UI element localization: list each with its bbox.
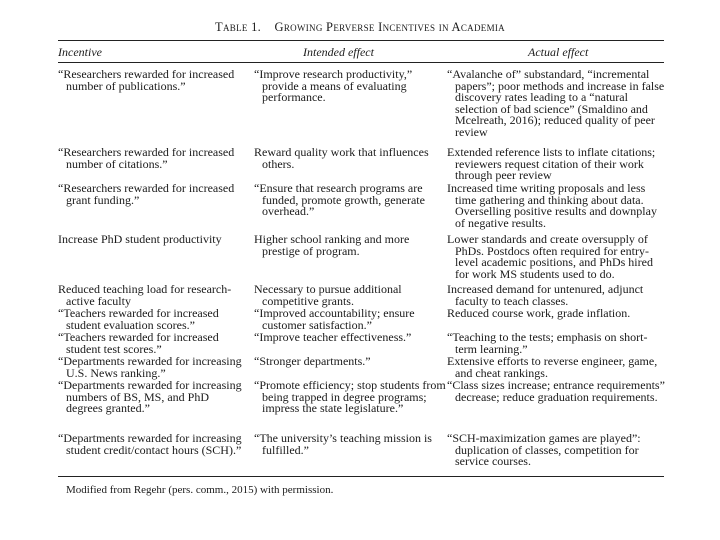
intended-effect-cell: Higher school ranking and more prestige of program. — [254, 232, 410, 258]
actual-effect-cell: Extensive efforts to reverse engineer, game, and cheat rankings. — [447, 354, 658, 380]
header-intended-effect: Intended effect — [303, 45, 374, 59]
incentive-cell: Increase PhD student productivity — [58, 232, 222, 246]
incentive-cell: “Teachers rewarded for increased student test scores.” — [58, 330, 219, 356]
table-label: Table 1. — [215, 20, 262, 34]
table-caption — [0, 20, 720, 35]
table-header — [0, 45, 720, 61]
intended-effect-cell: “Improve research productivity,” provide a means of evaluating performance. — [254, 67, 413, 105]
table-footnote: Modified from Regehr (pers. comm., 2015) with permission. — [66, 484, 334, 496]
header-rule — [58, 62, 664, 63]
table-title: Growing Perverse Incentives in Academia — [274, 20, 505, 34]
intended-effect-cell: Necessary to pursue additional competitive grants. — [254, 282, 402, 308]
incentive-cell: “Researchers rewarded for increased grant funding.” — [58, 181, 235, 207]
incentive-cell: “Departments rewarded for increasing student credit/contact hours (SCH).” — [58, 431, 242, 457]
incentive-cell: Reduced teaching load for research-active faculty — [58, 282, 232, 308]
actual-effect-cell: “Teaching to the tests; emphasis on short-term learning.” — [447, 330, 648, 356]
intended-effect-cell: “Promote efficiency; stop students from being trapped in degree programs; impress the state legislature.” — [254, 378, 446, 416]
intended-effect-cell: “Improved accountability; ensure customer satisfaction.” — [254, 306, 415, 332]
intended-effect-cell: Reward quality work that influences others. — [254, 145, 429, 171]
intended-effect-cell: “Stronger departments.” — [254, 354, 371, 368]
actual-effect-cell: Lower standards and create oversupply of PhDs. Postdocs often required for entry-level academic positions, and PhDs hired for work MS students used to do. — [447, 232, 653, 281]
incentive-cell: “Researchers rewarded for increased number of citations.” — [58, 145, 235, 171]
actual-effect-cell: Extended reference lists to inflate citations; reviewers request citation of their work through peer review — [447, 145, 656, 183]
actual-effect-cell: Increased demand for untenured, adjunct faculty to teach classes. — [447, 282, 644, 308]
intended-effect-cell: “Improve teacher effectiveness.” — [254, 330, 412, 344]
incentive-cell: “Teachers rewarded for increased student evaluation scores.” — [58, 306, 219, 332]
intended-effect-cell: “The university’s teaching mission is fulfilled.” — [254, 431, 432, 457]
actual-effect-cell: “SCH-maximization games are played”: duplication of classes, competition for service courses. — [447, 431, 641, 469]
incentive-cell: “Departments rewarded for increasing numbers of BS, MS, and PhD degrees granted.” — [58, 378, 242, 416]
incentive-cell: “Departments rewarded for increasing U.S. News ranking.” — [58, 354, 242, 380]
incentive-cell: “Researchers rewarded for increased number of publications.” — [58, 67, 235, 93]
intended-effect-cell: “Ensure that research programs are funded, promote growth, generate overhead.” — [254, 181, 425, 219]
actual-effect-cell: “Avalanche of” substandard, “incremental papers”; poor methods and increase in false discovery rates leading to a “natural selection of bad science” (Smaldino and Mcelreath, 2016); reduced quality of peer review — [447, 67, 665, 139]
actual-effect-cell: Reduced course work, grade inflation. — [447, 306, 631, 320]
top-rule — [58, 40, 664, 41]
actual-effect-cell: “Class sizes increase; entrance requirements” decrease; reduce graduation requirements. — [447, 378, 665, 404]
actual-effect-cell: Increased time writing proposals and less time gathering and thinking about data. Overselling positive results and downplay of negative results. — [447, 181, 657, 230]
header-actual-effect: Actual effect — [528, 45, 589, 59]
bottom-rule — [58, 476, 664, 477]
header-incentive: Incentive — [58, 45, 102, 59]
